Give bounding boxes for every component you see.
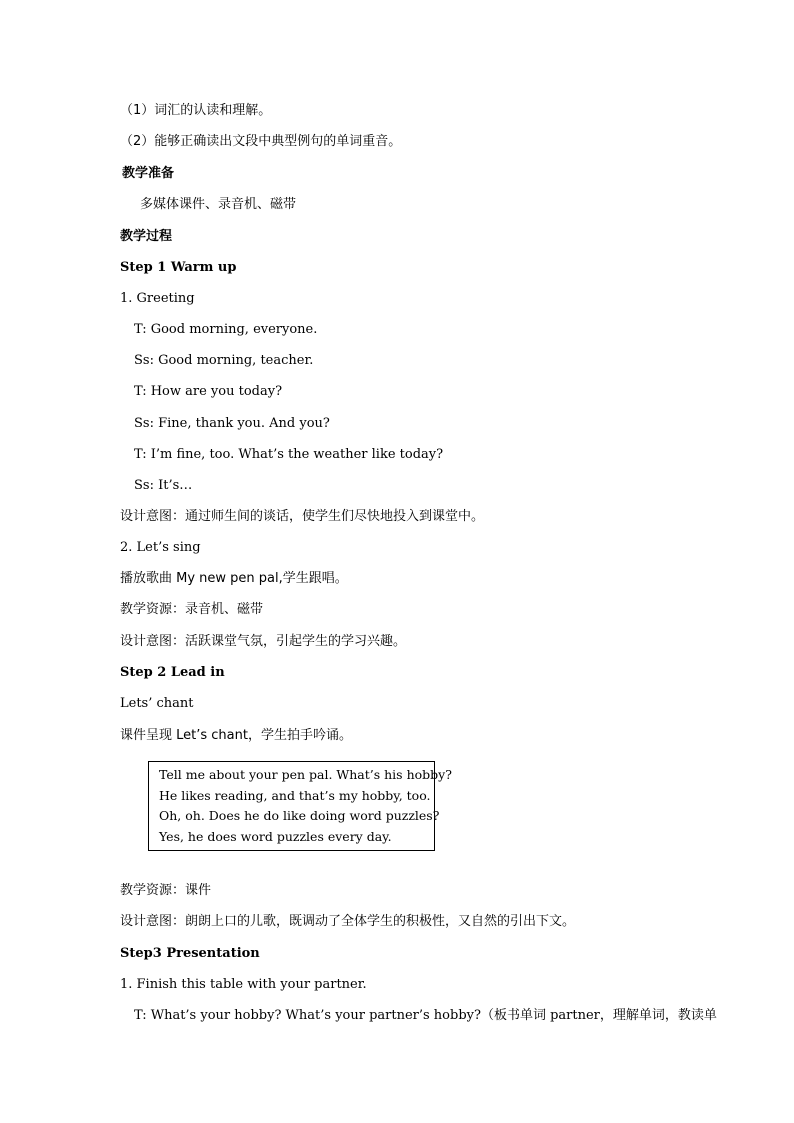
chant-box <box>148 761 452 851</box>
heading-step-3: Step3 Presentation <box>120 946 260 961</box>
heading-teaching-preparation: 教学准备 <box>122 166 175 181</box>
chant-line: Tell me about your pen pal. What’s his hobby? <box>159 767 452 782</box>
heading-teaching-process: 教学过程 <box>120 229 173 244</box>
sing-instruction: 播放歌曲 My new pen pal,学生跟唱。 <box>120 571 348 586</box>
dialogue-line: Ss: Good morning, teacher. <box>134 353 314 368</box>
heading-step-1: Step 1 Warm up <box>120 260 237 275</box>
dialogue-line-partner: T: What’s your hobby? What’s your partner’s hobby?（板书单词 partner，理解单词，教读单 <box>134 1008 717 1023</box>
design-intent-2: 设计意图：活跃课堂气氛，引起学生的学习兴趣。 <box>120 634 407 649</box>
design-intent-1: 设计意图：通过师生间的谈话，使学生们尽快地投入到课堂中。 <box>120 509 485 524</box>
chant-line: Yes, he does word puzzles every day. <box>159 829 392 844</box>
objective-item-1: （1）词汇的认读和理解。 <box>120 103 272 118</box>
dialogue-line: Ss: Fine, thank you. And you? <box>134 416 330 431</box>
design-intent-3: 设计意图：朗朗上口的儿歌，既调动了全体学生的积极性，又自然的引出下文。 <box>120 914 576 929</box>
preparation-materials: 多媒体课件、录音机、磁带 <box>140 197 297 212</box>
dialogue-line: T: How are you today? <box>134 384 283 399</box>
subheading-lets-chant: Lets’ chant <box>120 696 194 711</box>
teaching-resource-1: 教学资源：录音机、磁带 <box>120 602 264 617</box>
subheading-finish-table: 1. Finish this table with your partner. <box>120 977 367 992</box>
chant-line: He likes reading, and that’s my hobby, too. <box>159 788 431 803</box>
teaching-resource-2: 教学资源：课件 <box>120 883 212 898</box>
subheading-greeting: 1. Greeting <box>120 291 195 306</box>
dialogue-line: T: Good morning, everyone. <box>134 322 318 337</box>
heading-step-2: Step 2 Lead in <box>120 665 225 680</box>
dialogue-line: Ss: It’s… <box>134 478 193 493</box>
dialogue-line: T: I’m fine, too. What’s the weather like today? <box>134 447 444 462</box>
objective-item-2: （2）能够正确读出文段中典型例句的单词重音。 <box>120 134 402 149</box>
subheading-lets-sing: 2. Let’s sing <box>120 540 201 555</box>
chant-line: Oh, oh. Does he do like doing word puzzles? <box>159 808 440 823</box>
chant-instruction: 课件呈现 Let’s chant，学生拍手吟诵。 <box>120 728 352 743</box>
